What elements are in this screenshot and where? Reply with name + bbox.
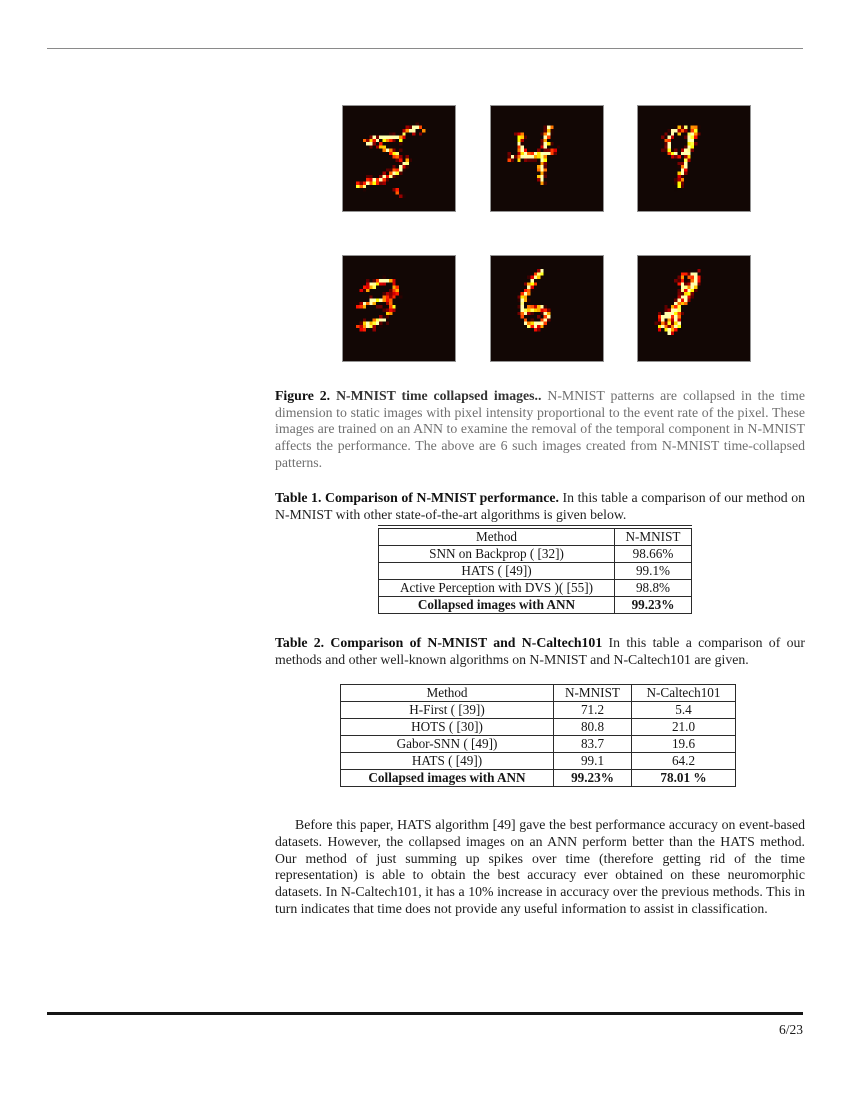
table2-wrapper: [340, 684, 736, 787]
table-cell: 64.2: [632, 753, 736, 770]
table-cell: 99.1: [554, 753, 632, 770]
table-cell: SNN on Backprop ( [32]): [379, 546, 615, 563]
table1-caption-title: Comparison of N-MNIST performance.: [321, 490, 559, 505]
table-cell: 80.8: [554, 719, 632, 736]
digit-image-9: [637, 105, 751, 212]
table-row: [379, 597, 692, 614]
table-cell: 71.2: [554, 702, 632, 719]
table1: [378, 528, 692, 614]
table-cell: HOTS ( [30]): [341, 719, 554, 736]
table-row: [341, 719, 736, 736]
digit-image-4: [490, 105, 604, 212]
table-header-cell: Method: [379, 529, 615, 546]
table-header-cell: N-MNIST: [554, 685, 632, 702]
table-cell: Collapsed images with ANN: [341, 770, 554, 787]
table-row: [379, 546, 692, 563]
figure-caption-label: Figure 2.: [275, 388, 331, 403]
table-cell: Active Perception with DVS )( [55]): [379, 580, 615, 597]
table1-caption-label: Table 1.: [275, 490, 322, 505]
table-row: [341, 702, 736, 719]
digit-image-5: [342, 105, 456, 212]
table-cell: Gabor-SNN ( [49]): [341, 736, 554, 753]
table-header-row: [379, 529, 692, 546]
table2-caption: [275, 635, 805, 668]
table-cell: Collapsed images with ANN: [379, 597, 615, 614]
table2-caption-title: Comparison of N-MNIST and N-Caltech101: [324, 635, 603, 650]
page-number: 6/23: [778, 1022, 803, 1037]
table-header-cell: N-Caltech101: [632, 685, 736, 702]
table-row: [341, 753, 736, 770]
figure-caption-body: N-MNIST patterns are collapsed in the time dimension to static images with pixel intensity proportional to the event rate of the pixel. These images are trained on an ANN to examine the removal of the temporal component in N-MNIST affects the performance. The above are 6 such images created from N-MNIST time-collapsed patterns.: [275, 388, 805, 470]
table-cell: 99.23%: [615, 597, 692, 614]
digit-image-3: [342, 255, 456, 362]
table-cell: 21.0: [632, 719, 736, 736]
table2-caption-label: Table 2.: [275, 635, 325, 650]
table1-wrapper: [378, 525, 692, 614]
table2-caption-body: In this table a comparison of our methods and other well-known algorithms on N-MNIST and N-Caltech101 are given.: [275, 635, 806, 667]
table-cell: 98.66%: [615, 546, 692, 563]
table-cell: 19.6: [632, 736, 736, 753]
table-cell: 83.7: [554, 736, 632, 753]
digit-image-6: [490, 255, 604, 362]
table-cell: H-First ( [39]): [341, 702, 554, 719]
table-cell: 99.1%: [615, 563, 692, 580]
table-row: [379, 580, 692, 597]
table-cell: 99.23%: [554, 770, 632, 787]
table-cell: HATS ( [49]): [341, 753, 554, 770]
header-rule: [47, 48, 803, 49]
figure-caption-title: N-MNIST time collapsed images..: [330, 388, 542, 403]
table-cell: HATS ( [49]): [379, 563, 615, 580]
table1-double-rule: [378, 525, 692, 526]
table1-caption-body: In this table a comparison of our method on N-MNIST with other state-of-the-art algorithms is given below.: [275, 490, 806, 522]
table-row: [341, 736, 736, 753]
table-cell: 98.8%: [615, 580, 692, 597]
body-paragraph: Before this paper, HATS algorithm [49] gave the best performance accuracy on event-based datasets. However, the collapsed images on an ANN perform better than the HATS method. Our method of just summing up spikes over time (therefore getting rid of the time representation) is able to obtain the best accuracy ever obtained on these neuromorphic datasets. In N-Caltech101, it has a 10% increase in accuracy over the previous methods. This in turn indicates that time does not provide any useful information to assist in classification.: [275, 817, 805, 916]
table2: [340, 684, 736, 787]
footer-rule: [47, 1012, 803, 1015]
table-row: [341, 770, 736, 787]
table-header-cell: Method: [341, 685, 554, 702]
table-cell: 78.01 %: [632, 770, 736, 787]
table-row: [379, 563, 692, 580]
table1-caption: [275, 490, 805, 523]
table-header-row: [341, 685, 736, 702]
table-header-cell: N-MNIST: [615, 529, 692, 546]
digit-image-8: [637, 255, 751, 362]
figure-caption: [275, 388, 805, 472]
table-cell: 5.4: [632, 702, 736, 719]
